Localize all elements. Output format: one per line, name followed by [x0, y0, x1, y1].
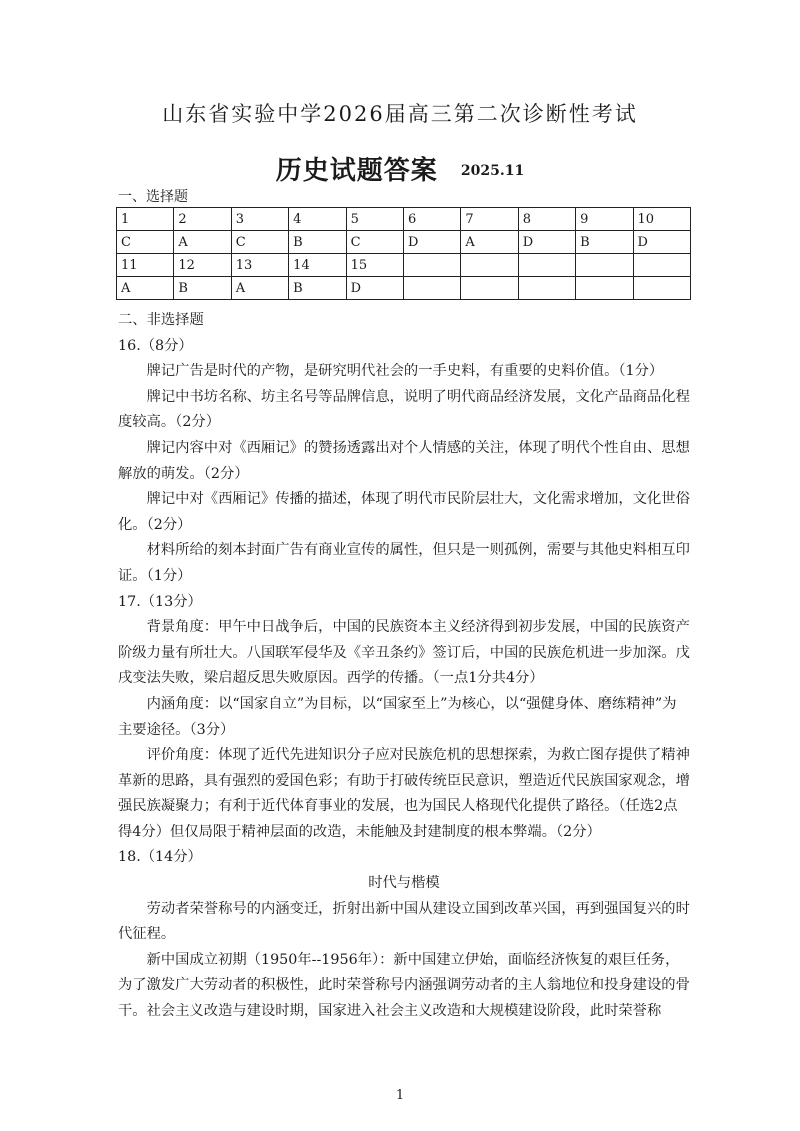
question-16-paragraph: 牌记中对《西厢记》传播的描述，体现了明代市民阶层壮大，文化需求增加，文化世俗化。（2分） [118, 491, 690, 533]
table-cell [633, 277, 690, 300]
table-cell: 1 [117, 208, 174, 231]
table-cell: A [231, 277, 288, 300]
question-16-paragraph: 材料所给的刻本封面广告有商业宣传的属性，但只是一则孤例，需要与其他史料相互印证。（1分） [118, 542, 690, 584]
question-18-label: 18.（14分） [118, 849, 202, 866]
question-18-paragraph: 新中国成立初期（1950年--1956年）：新中国建立伊始，面临经济恢复的艰巨任务，为了激发广大劳动者的积极性，此时荣誉称号内涵强调劳动者的主人翁地位和投身建设的骨干。社会主义改造与建设时期，国家进入社会主义改造和大规模建设阶段，此时荣誉称 [118, 951, 690, 1020]
table-cell: 4 [289, 208, 346, 231]
table-cell: D [346, 277, 403, 300]
table-cell: A [461, 231, 518, 254]
question-16-paragraph: 牌记中书坊名称、坊主名号等品牌信息，说明了明代商品经济发展，文化产品商品化程度较高。（2分） [118, 388, 690, 431]
exam-date: 2025.11 [460, 163, 525, 179]
table-cell: C [117, 231, 174, 254]
table-cell: D [518, 231, 575, 254]
table-cell: 13 [231, 254, 288, 277]
table-row [117, 254, 691, 277]
table-row [117, 231, 691, 254]
table-cell: C [346, 231, 403, 254]
table-cell: A [117, 277, 174, 300]
table-row [117, 277, 691, 300]
exam-title: 山东省实验中学2026届高三第二次诊断性考试 [162, 102, 638, 126]
question-17-paragraph: 背景角度：甲午中日战争后，中国的民族资本主义经济得到初步发展，中国的民族资产阶级力量有所壮大。八国联军侵华及《辛丑条约》签订后，中国的民族危机进一步加深。戊戌变法失败，梁启超反思失败原因。西学的传播。（一点1分共4分） [118, 619, 690, 687]
table-cell: 9 [576, 208, 633, 231]
table-cell: D [633, 231, 690, 254]
subtitle-row [0, 150, 800, 187]
page-number: 1 [395, 1088, 405, 1103]
multiple-choice-answer-table [116, 207, 691, 300]
question-17-label: 17.（13分） [118, 593, 202, 610]
table-cell: 11 [117, 254, 174, 277]
question-16-paragraph: 牌记广告是时代的产物，是研究明代社会的一手史料，有重要的史料价值。（1分） [146, 363, 664, 380]
table-cell: C [231, 231, 288, 254]
table-cell: 3 [231, 208, 288, 231]
question-18-heading: 时代与楷模 [368, 875, 440, 892]
table-cell [518, 277, 575, 300]
table-row [117, 208, 691, 231]
question-16-label: 16.（8分） [118, 337, 193, 354]
table-cell: B [289, 277, 346, 300]
table-cell [403, 277, 460, 300]
question-18-paragraph: 劳动者荣誉称号的内涵变迁，折射出新中国从建设立国到改革兴国，再到强国复兴的时代征程。 [118, 900, 690, 943]
table-cell [576, 254, 633, 277]
table-cell [518, 254, 575, 277]
table-cell [403, 254, 460, 277]
question-17-paragraph: 评价角度：体现了近代先进知识分子应对民族危机的思想探索，为救亡图存提供了精神革新的思路，具有强烈的爱国色彩；有助于打破传统臣民意识，塑造近代民族国家观念，增强民族凝聚力；有利于近代体育事业的发展，也为国民人格现代化提供了路径。（任选2点得4分）但仅局限于精神层面的改造，未能触及封建制度的根本弊端。（2分） [118, 747, 690, 840]
table-cell: 2 [174, 208, 231, 231]
question-17-paragraph: 内涵角度：以“国家自立”为目标，以“国家至上”为核心，以“强健身体、磨练精神”为主要途径。（3分） [118, 695, 677, 738]
table-cell: B [289, 231, 346, 254]
table-cell: 12 [174, 254, 231, 277]
answer-body [118, 308, 690, 1025]
table-cell: 7 [461, 208, 518, 231]
table-cell: 5 [346, 208, 403, 231]
section-non-choice-heading: 二、非选择题 [118, 312, 204, 328]
table-cell: 14 [289, 254, 346, 277]
table-cell: 10 [633, 208, 690, 231]
table-cell: B [174, 277, 231, 300]
question-16-paragraph: 牌记内容中对《西厢记》的赞扬透露出对个人情感的关注，体现了明代个性自由、思想解放的萌发。（2分） [118, 439, 690, 482]
subtitle: 历史试题答案 [275, 156, 438, 186]
table-cell [633, 254, 690, 277]
table-cell: D [403, 231, 460, 254]
table-cell: 8 [518, 208, 575, 231]
table-cell [461, 254, 518, 277]
table-cell [576, 277, 633, 300]
section-multiple-choice-heading: 一、选择题 [118, 189, 188, 205]
table-cell: B [576, 231, 633, 254]
table-cell: 15 [346, 254, 403, 277]
table-cell: 6 [403, 208, 460, 231]
table-cell: A [174, 231, 231, 254]
table-cell [461, 277, 518, 300]
